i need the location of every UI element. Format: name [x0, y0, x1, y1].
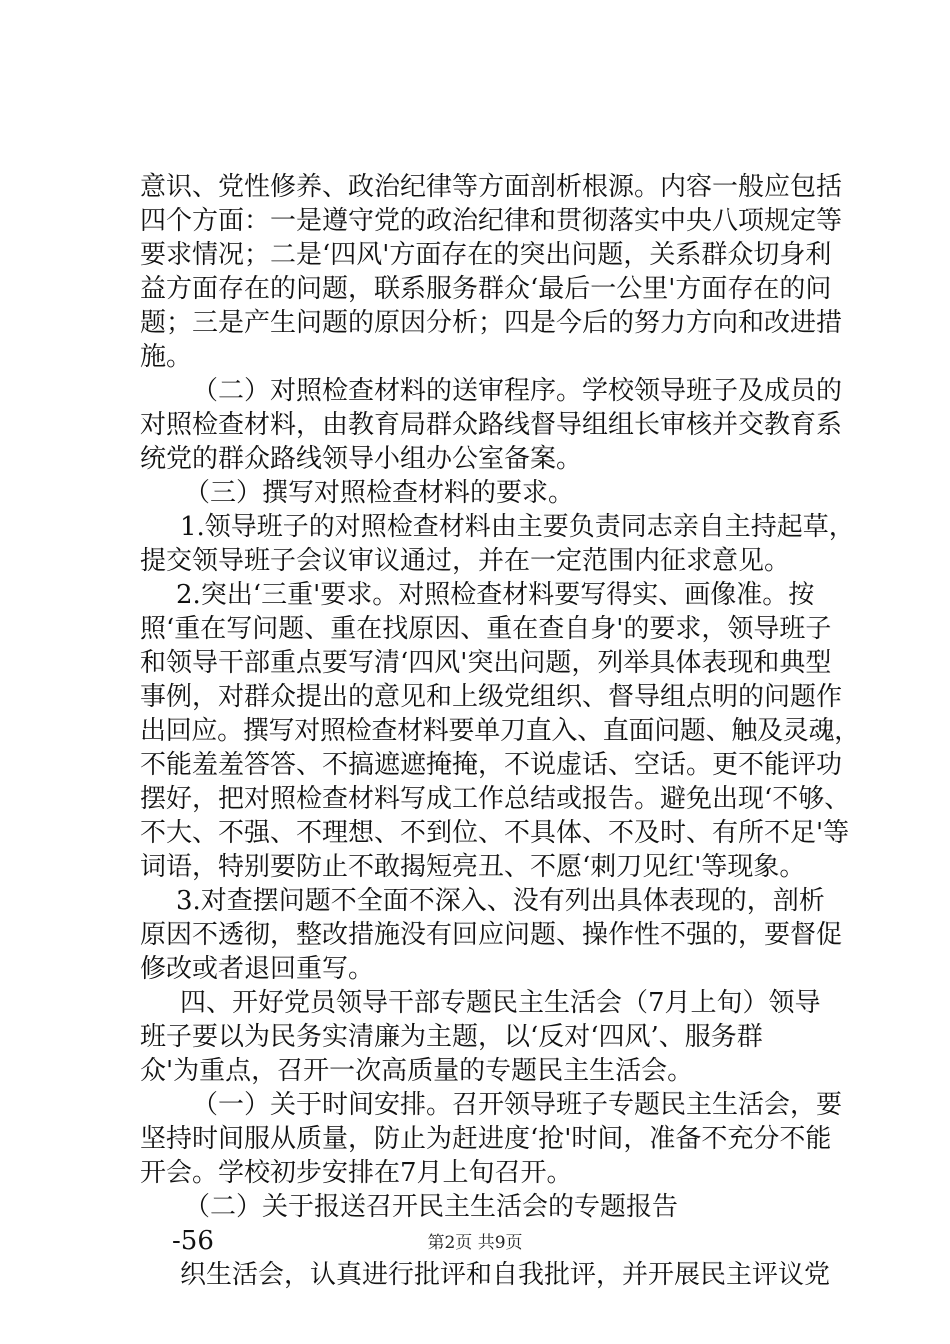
- text-line: 提交领导班子会议审议通过，并在一定范围内征求意见。: [140, 546, 791, 576]
- text-line: 不大、不强、不理想、不到位、不具体、不及时、有所不足'等: [140, 818, 850, 848]
- text-line: 2.突出‘三重'要求。对照检查材料要写得实、画像准。按: [176, 580, 815, 610]
- text-line: 开会。学校初步安排在7月上旬召开。: [140, 1158, 573, 1188]
- text-line: 不能羞羞答答、不搞遮遮掩掩，不说虚话、空话。更不能评功: [140, 750, 843, 780]
- text-line: 1.领导班子的对照检查材料由主要负责同志亲自主持起草，: [180, 512, 855, 542]
- text-line: 和领导干部重点要写清‘四风'突出问题，列举具体表现和典型: [140, 648, 832, 678]
- text-line: 照‘重在写问题、重在找原因、重在查自身'的要求，领导班子: [140, 614, 832, 644]
- text-line: -56: [172, 1226, 214, 1256]
- text-line: 意识、党性修养、政治纪律等方面剖析根源。内容一般应包括: [140, 172, 843, 202]
- text-line: （三）撰写对照检查材料的要求。: [184, 478, 575, 508]
- text-line: 施。: [140, 342, 193, 372]
- text-line: 对照检查材料，由教育局群众路线督导组组长审核并交教育系: [140, 410, 843, 440]
- document-body: [140, 170, 860, 1292]
- text-line: （二）关于报送召开民主生活会的专题报告: [184, 1192, 679, 1222]
- text-line: 出回应。撰写对照检查材料要单刀直入、直面问题、触及灵魂，: [140, 716, 860, 746]
- text-line: 修改或者退回重写。: [140, 954, 375, 984]
- text-line: 原因不透彻，整改措施没有回应问题、操作性不强的，要督促: [140, 920, 843, 950]
- text-line: 要求情况；二是‘四风'方面存在的突出问题，关系群众切身利: [140, 240, 832, 270]
- text-line: 坚持时间服从质量，防止为赶进度‘抢'时间，准备不充分不能: [140, 1124, 832, 1154]
- text-line: 摆好，把对照检查材料写成工作总结或报告。避免出现‘不够、: [140, 784, 851, 814]
- text-line: 益方面存在的问题，联系服务群众‘最后一公里'方面存在的问: [140, 274, 832, 304]
- text-line: 四个方面：一是遵守党的政治纪律和贯彻落实中央八项规定等: [140, 206, 843, 236]
- text-line: 众'为重点，召开一次高质量的专题民主生活会。: [140, 1056, 694, 1086]
- text-line: （一）关于时间安排。召开领导班子专题民主生活会，要: [192, 1090, 843, 1120]
- text-line: 统党的群众路线领导小组办公室备案。: [140, 444, 583, 474]
- text-line: （二）对照检查材料的送审程序。学校领导班子及成员的: [192, 376, 843, 406]
- text-line: 3.对查摆问题不全面不深入、没有列出具体表现的，剖析: [176, 886, 825, 916]
- text-line: 词语，特别要防止不敢揭短亮丑、不愿‘刺刀见红'等现象。: [140, 852, 806, 882]
- text-line: 织生活会，认真进行批评和自我批评，并开展民主评议党: [180, 1260, 831, 1290]
- text-line: 四、开好党员领导干部专题民主生活会（7月上旬）领导: [180, 988, 821, 1018]
- text-line: 班子要以为民务实清廉为主题，以‘反对‘四风’、服务群: [140, 1022, 763, 1052]
- text-line: 题；三是产生问题的原因分析；四是今后的努力方向和改进措: [140, 308, 843, 338]
- page-footer: 第2页 共9页: [427, 1233, 523, 1253]
- text-line: 事例，对群众提出的意见和上级党组织、督导组点明的问题作: [140, 682, 843, 712]
